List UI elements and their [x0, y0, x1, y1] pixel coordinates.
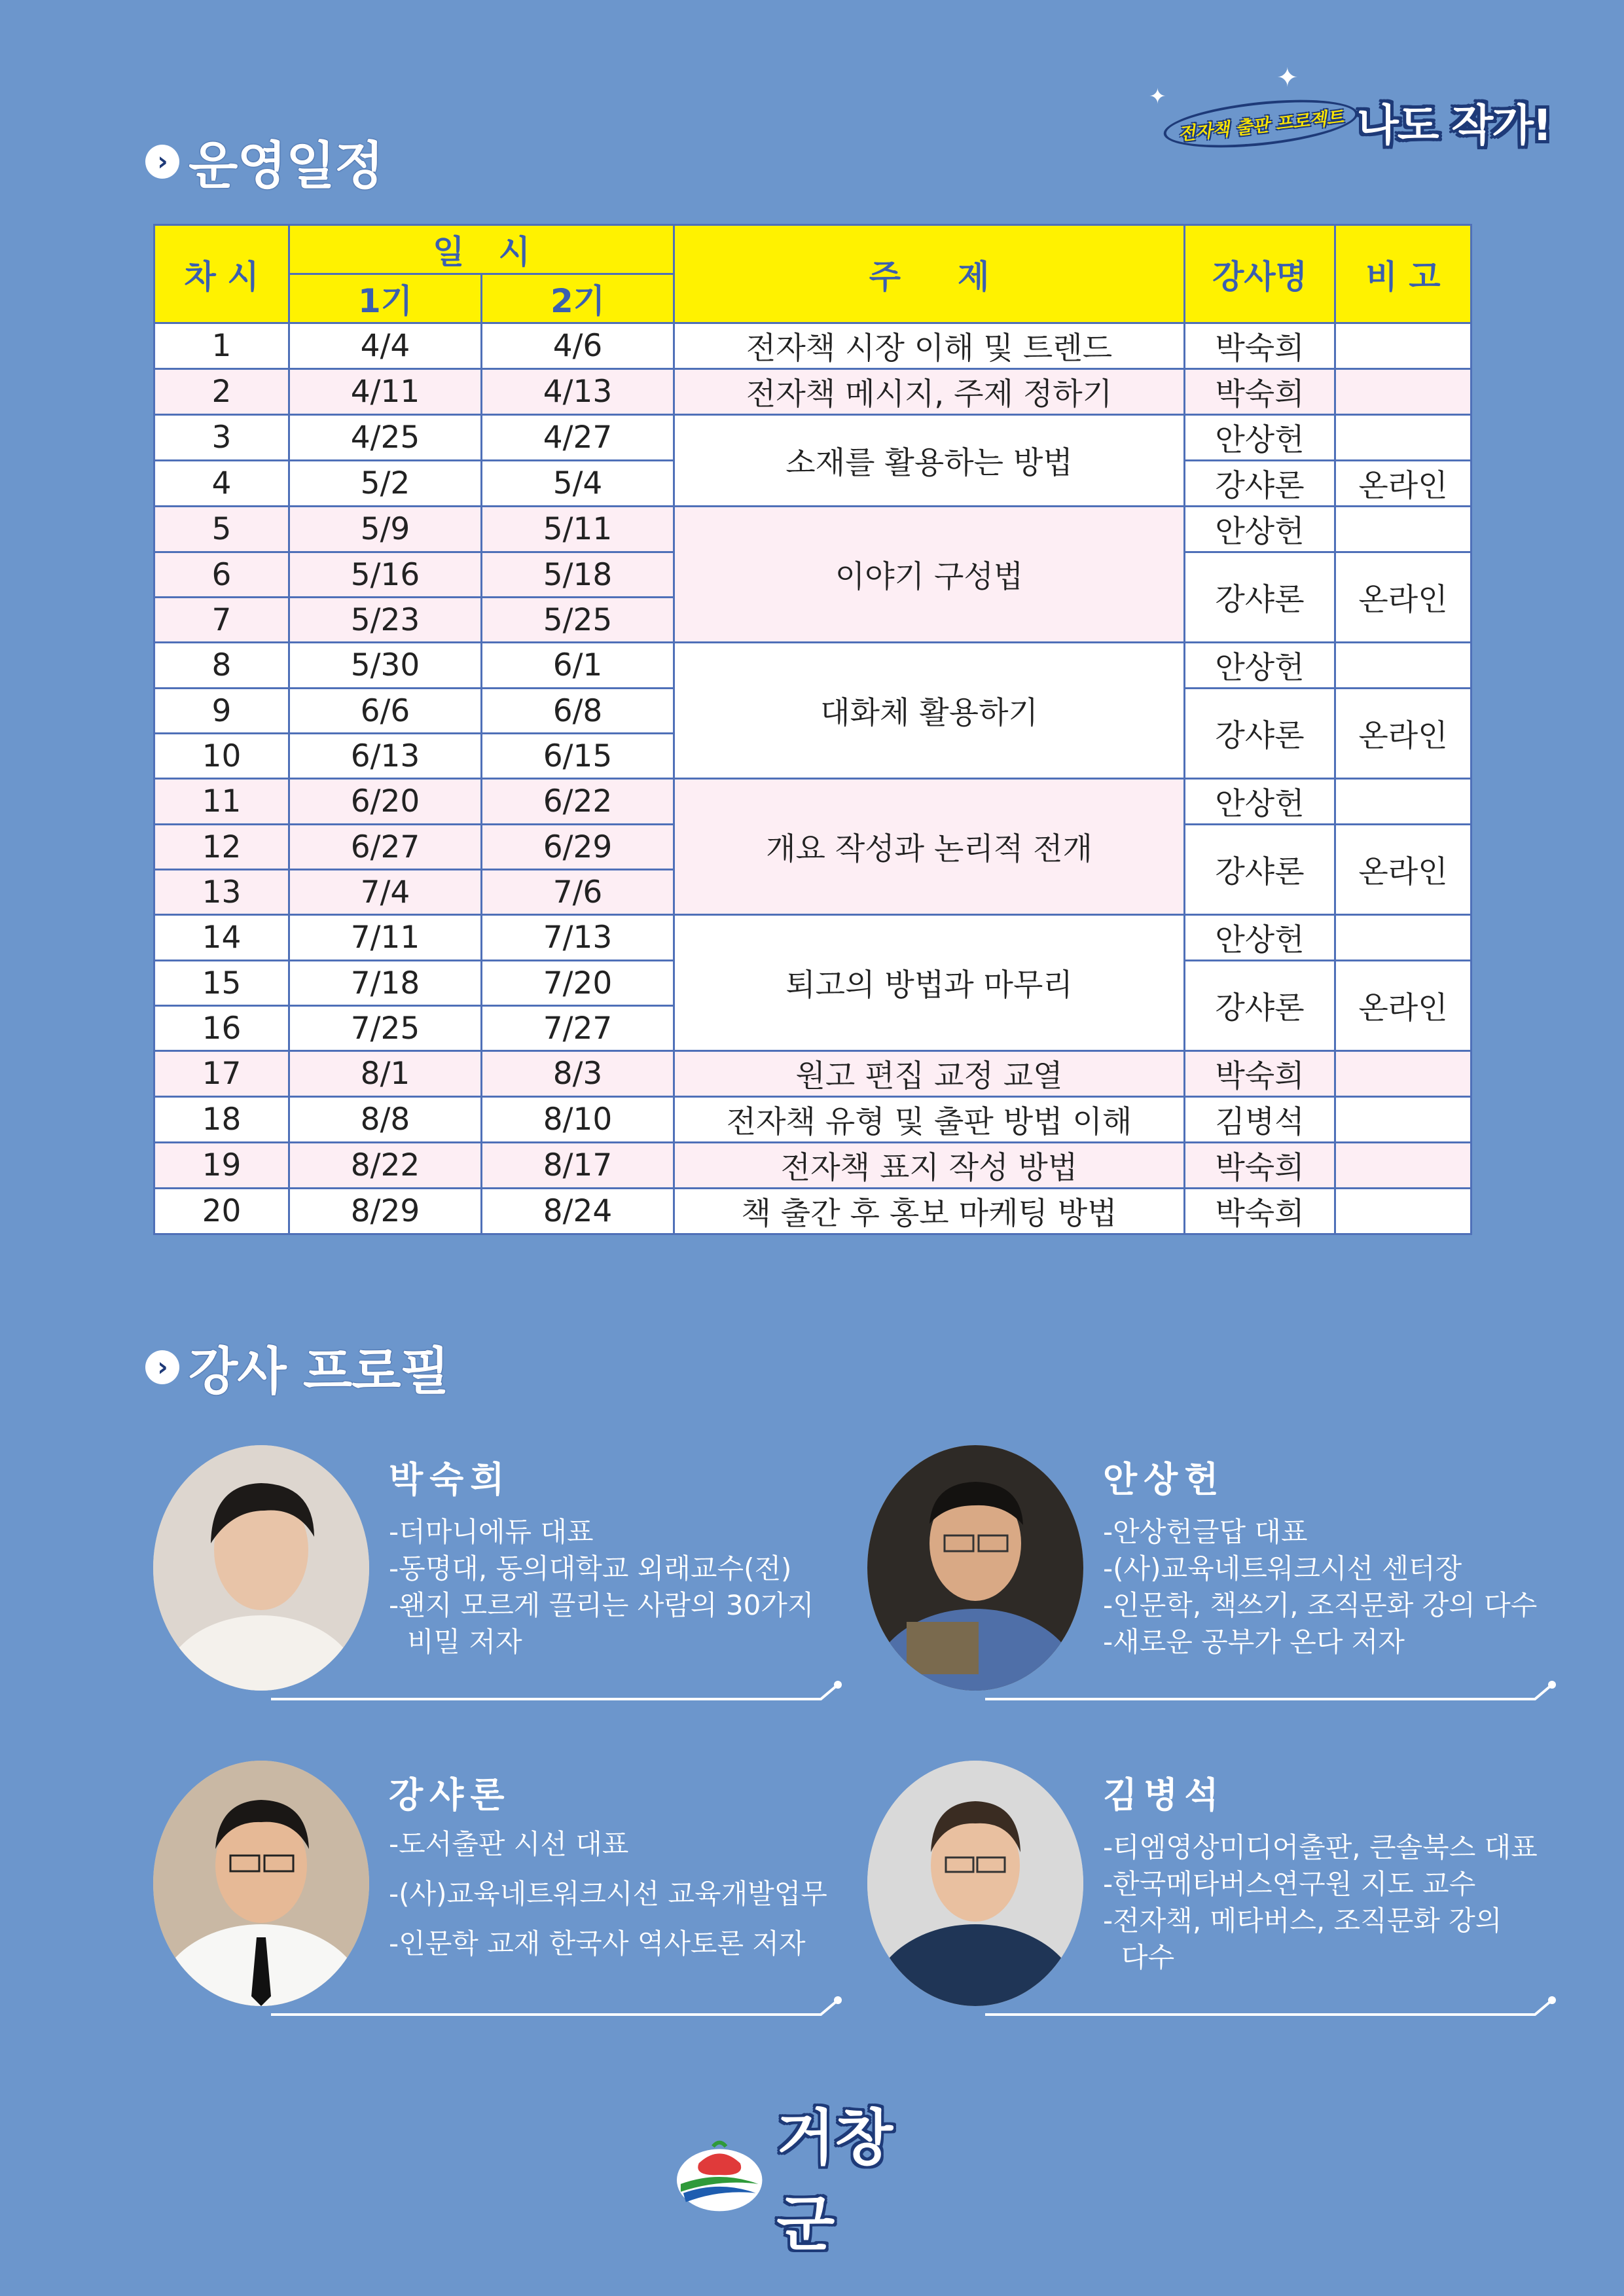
avatar	[867, 1761, 1083, 2006]
header-instructor: 강사명	[1185, 225, 1335, 323]
profile-section-title	[145, 1331, 449, 1403]
profile-detail-line: -전자책, 메타버스, 조직문화 강의	[1103, 1905, 1502, 1937]
cell-instructor: 강샤론	[1185, 825, 1335, 915]
cell-topic: 원고 편집 교정 교열	[674, 1051, 1185, 1097]
cell-term2-date: 6/1	[482, 643, 674, 689]
cell-instructor: 안상헌	[1185, 507, 1335, 552]
star-icon: ✦	[1276, 63, 1299, 93]
cell-instructor: 안상헌	[1185, 915, 1335, 961]
cell-note: 온라인	[1335, 961, 1471, 1051]
cell-term1-date: 8/8	[289, 1097, 482, 1143]
cell-term2-date: 4/6	[482, 323, 674, 369]
cell-session: 1	[154, 323, 289, 369]
cell-term1-date: 4/25	[289, 415, 482, 461]
profile-details	[389, 1514, 860, 1660]
table-row	[154, 323, 1471, 369]
profile-detail-continuation: 다수	[1121, 1941, 1175, 1973]
cell-term1-date: 7/11	[289, 915, 482, 961]
profile-detail-line	[389, 1624, 860, 1660]
cell-note: 온라인	[1335, 461, 1471, 507]
cell-note	[1335, 415, 1471, 461]
decorative-connector	[271, 1996, 847, 2016]
cell-session: 16	[154, 1006, 289, 1051]
decorative-connector	[985, 1996, 1561, 2016]
table-row	[154, 915, 1471, 961]
table-row	[154, 643, 1471, 689]
cell-instructor: 강샤론	[1185, 961, 1335, 1051]
cell-term1-date: 7/18	[289, 961, 482, 1006]
profile-detail-continuation: 비밀 저자	[407, 1626, 522, 1658]
chevron-right-icon: ›	[145, 145, 179, 179]
header-topic: 주 제	[674, 225, 1185, 323]
brand-title: 나도 작가!	[1357, 100, 1551, 151]
cell-instructor: 박숙희	[1185, 1051, 1335, 1097]
cell-term1-date: 5/23	[289, 598, 482, 643]
cell-topic: 전자책 유형 및 출판 방법 이해	[674, 1097, 1185, 1143]
table-row	[154, 507, 1471, 552]
cell-term2-date: 8/24	[482, 1189, 674, 1234]
cell-instructor: 강샤론	[1185, 552, 1335, 643]
cell-session: 14	[154, 915, 289, 961]
cell-term1-date: 8/1	[289, 1051, 482, 1097]
profile-card	[153, 1445, 834, 1707]
profile-detail-line: -인문학, 책쓰기, 조직문화 강의 다수	[1103, 1589, 1538, 1621]
cell-term1-date: 8/29	[289, 1189, 482, 1234]
cell-note	[1335, 1143, 1471, 1189]
table-row	[154, 415, 1471, 461]
cell-instructor: 안상헌	[1185, 415, 1335, 461]
profile-details	[1103, 1829, 1574, 1976]
schedule-table	[153, 224, 1472, 1235]
cell-note	[1335, 323, 1471, 369]
avatar	[153, 1445, 369, 1691]
cell-term2-date: 8/10	[482, 1097, 674, 1143]
cell-term2-date: 6/15	[482, 734, 674, 779]
cell-instructor: 안상헌	[1185, 643, 1335, 689]
cell-instructor: 강샤론	[1185, 461, 1335, 507]
table-row	[154, 369, 1471, 415]
table-row	[154, 779, 1471, 825]
profile-name: 김병석	[1103, 1774, 1225, 1816]
header-term1: 1기	[289, 274, 482, 323]
cell-term2-date: 5/25	[482, 598, 674, 643]
header-note: 비 고	[1335, 225, 1471, 323]
cell-session: 20	[154, 1189, 289, 1234]
profile-detail-line: -티엠영상미디어출판, 큰솔북스 대표	[1103, 1831, 1538, 1863]
cell-session: 8	[154, 643, 289, 689]
cell-instructor: 박숙희	[1185, 1189, 1335, 1234]
cell-note	[1335, 1189, 1471, 1234]
cell-term2-date: 4/27	[482, 415, 674, 461]
cell-term1-date: 6/27	[289, 825, 482, 870]
cell-topic: 전자책 시장 이해 및 트렌드	[674, 323, 1185, 369]
table-row	[154, 1097, 1471, 1143]
cell-term2-date: 7/20	[482, 961, 674, 1006]
cell-note	[1335, 643, 1471, 689]
header-term2: 2기	[482, 274, 674, 323]
footer-org-name: 거창군	[776, 2103, 893, 2259]
cell-session: 18	[154, 1097, 289, 1143]
cell-note	[1335, 1051, 1471, 1097]
profile-title-text: 강사 프로필	[189, 1342, 449, 1401]
cell-term2-date: 7/27	[482, 1006, 674, 1051]
profile-detail-line: -인문학 교재 한국사 역사토론 저자	[389, 1928, 806, 1960]
cell-term2-date: 7/6	[482, 870, 674, 915]
footer-logo	[674, 2103, 949, 2259]
profile-detail-line: -안상헌글답 대표	[1103, 1516, 1308, 1548]
cell-topic: 전자책 표지 작성 방법	[674, 1143, 1185, 1189]
cell-note: 온라인	[1335, 689, 1471, 779]
cell-session: 17	[154, 1051, 289, 1097]
schedule-title-text: 운영일정	[189, 137, 384, 196]
cell-session: 5	[154, 507, 289, 552]
profile-detail-line: -왠지 모르게 끌리는 사람의 30가지	[389, 1589, 814, 1621]
cell-term1-date: 5/16	[289, 552, 482, 598]
cell-instructor: 김병석	[1185, 1097, 1335, 1143]
cell-term2-date: 8/17	[482, 1143, 674, 1189]
cell-term1-date: 6/20	[289, 779, 482, 825]
cell-note: 온라인	[1335, 825, 1471, 915]
cell-session: 7	[154, 598, 289, 643]
chevron-right-icon: ›	[145, 1350, 179, 1384]
profile-card	[153, 1761, 834, 2022]
cell-session: 13	[154, 870, 289, 915]
cell-term2-date: 6/22	[482, 779, 674, 825]
profile-detail-line: -새로운 공부가 온다 저자	[1103, 1626, 1405, 1658]
cell-instructor: 박숙희	[1185, 323, 1335, 369]
cell-session: 9	[154, 689, 289, 734]
schedule-section-title	[145, 126, 383, 198]
cell-term1-date: 6/6	[289, 689, 482, 734]
decorative-connector	[985, 1681, 1561, 1700]
cell-session: 12	[154, 825, 289, 870]
cell-session: 10	[154, 734, 289, 779]
cell-note	[1335, 507, 1471, 552]
cell-note: 온라인	[1335, 552, 1471, 643]
cell-term2-date: 6/8	[482, 689, 674, 734]
cell-session: 6	[154, 552, 289, 598]
table-row	[154, 1143, 1471, 1189]
cell-note	[1335, 915, 1471, 961]
cell-instructor: 안상헌	[1185, 779, 1335, 825]
cell-term1-date: 4/11	[289, 369, 482, 415]
avatar	[867, 1445, 1083, 1691]
cell-term2-date: 8/3	[482, 1051, 674, 1097]
cell-topic: 소재를 활용하는 방법	[674, 415, 1185, 507]
cell-topic: 이야기 구성법	[674, 507, 1185, 643]
profile-detail-line: -더마니에듀 대표	[389, 1516, 594, 1548]
cell-topic: 개요 작성과 논리적 전개	[674, 779, 1185, 915]
cell-session: 15	[154, 961, 289, 1006]
cell-topic: 퇴고의 방법과 마무리	[674, 915, 1185, 1051]
profile-detail-line	[1103, 1939, 1574, 1976]
header-dates: 일 시	[289, 225, 674, 274]
table-row	[154, 1189, 1471, 1234]
brand-subtitle: 전자책 출판 프로젝트	[1161, 92, 1360, 156]
cell-term1-date: 7/25	[289, 1006, 482, 1051]
profile-detail-line: -한국메타버스연구원 지도 교수	[1103, 1868, 1476, 1900]
avatar	[153, 1761, 369, 2006]
cell-instructor: 박숙희	[1185, 369, 1335, 415]
cell-term1-date: 6/13	[289, 734, 482, 779]
brand-logo	[1149, 63, 1551, 157]
profile-detail-line: -(사)교육네트워크시선 교육개발업무	[389, 1878, 827, 1910]
cell-term1-date: 4/4	[289, 323, 482, 369]
profile-card	[867, 1761, 1548, 2022]
profile-name: 박숙희	[389, 1459, 511, 1500]
cell-term2-date: 7/13	[482, 915, 674, 961]
cell-session: 3	[154, 415, 289, 461]
profile-detail-line: -(사)교육네트워크시선 센터장	[1103, 1552, 1462, 1585]
cell-instructor: 박숙희	[1185, 1143, 1335, 1189]
profile-detail-line: -동명대, 동의대학교 외래교수(전)	[389, 1552, 792, 1585]
cell-term2-date: 6/29	[482, 825, 674, 870]
geochang-emblem-icon	[674, 2137, 765, 2215]
cell-note	[1335, 779, 1471, 825]
profile-card	[867, 1445, 1548, 1707]
cell-term1-date: 5/2	[289, 461, 482, 507]
profile-detail-line: -도서출판 시선 대표	[389, 1828, 629, 1860]
profile-name: 강샤론	[389, 1774, 511, 1816]
cell-instructor: 강샤론	[1185, 689, 1335, 779]
cell-session: 4	[154, 461, 289, 507]
cell-topic: 전자책 메시지, 주제 정하기	[674, 369, 1185, 415]
star-icon: ✦	[1149, 84, 1166, 109]
table-row	[154, 1051, 1471, 1097]
cell-term2-date: 5/4	[482, 461, 674, 507]
cell-session: 11	[154, 779, 289, 825]
profile-details	[1103, 1514, 1574, 1660]
header-session: 차 시	[154, 225, 289, 323]
cell-topic: 대화체 활용하기	[674, 643, 1185, 779]
cell-term1-date: 5/9	[289, 507, 482, 552]
cell-term2-date: 5/11	[482, 507, 674, 552]
cell-term1-date: 7/4	[289, 870, 482, 915]
cell-topic: 책 출간 후 홍보 마케팅 방법	[674, 1189, 1185, 1234]
cell-session: 2	[154, 369, 289, 415]
cell-term2-date: 4/13	[482, 369, 674, 415]
profile-name: 안상헌	[1103, 1459, 1225, 1500]
profile-details	[389, 1820, 860, 1969]
cell-note	[1335, 369, 1471, 415]
cell-note	[1335, 1097, 1471, 1143]
cell-session: 19	[154, 1143, 289, 1189]
cell-term1-date: 5/30	[289, 643, 482, 689]
cell-term1-date: 8/22	[289, 1143, 482, 1189]
decorative-connector	[271, 1681, 847, 1700]
cell-term2-date: 5/18	[482, 552, 674, 598]
